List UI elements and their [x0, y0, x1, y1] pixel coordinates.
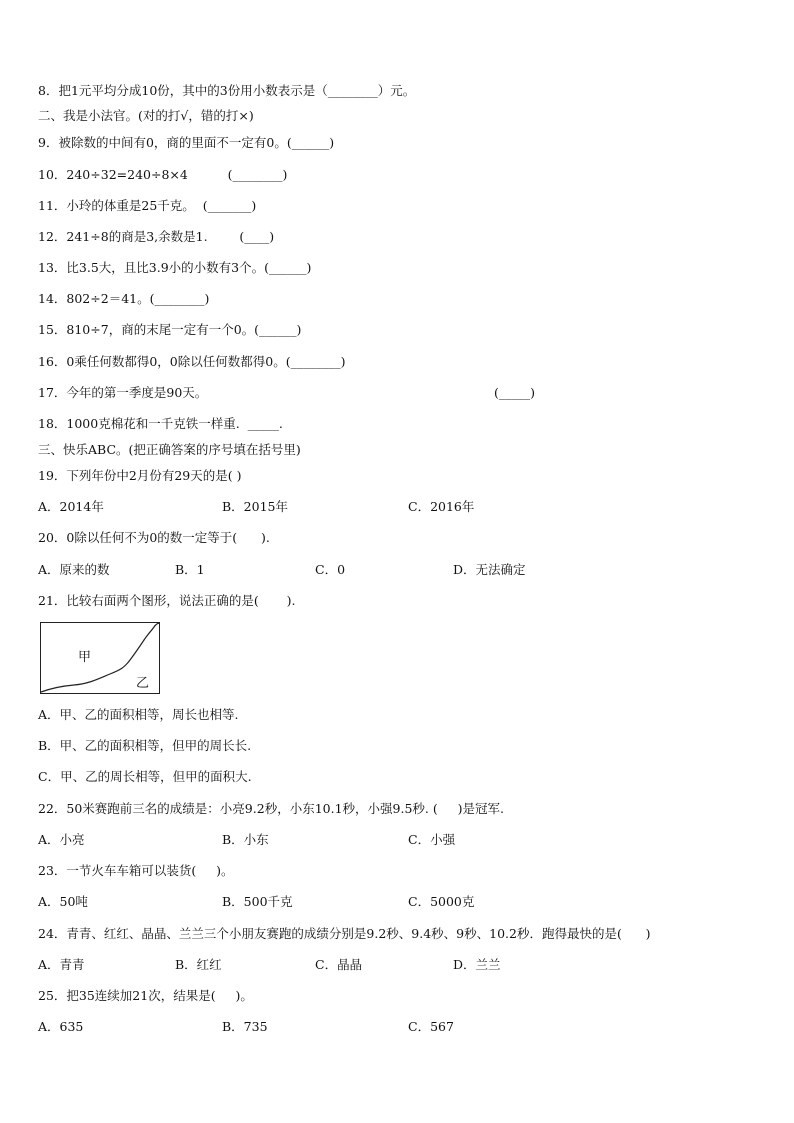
q25-option-a: A．635 [38, 1019, 84, 1034]
question-9: 9．被除数的中间有0，商的里面不一定有0。(______) [38, 135, 335, 150]
q21-option-c: C．甲、乙的周长相等，但甲的面积大. [38, 769, 252, 784]
q19-option-b: B．2015年 [222, 499, 288, 514]
question-12: 12．241÷8的商是3,余数是1. (____) [38, 229, 275, 244]
q23-option-a: A．50吨 [38, 894, 88, 909]
q24-option-c: C．晶晶 [315, 957, 363, 972]
question-8: 8．把1元平均分成10份，其中的3份用小数表示是（________）元。 [38, 83, 416, 98]
q25-option-b: B．735 [222, 1019, 268, 1034]
q19-option-c: C．2016年 [408, 499, 475, 514]
question-25: 25．把35连续加21次，结果是( )。 [38, 988, 253, 1003]
q22-option-c: C．小强 [408, 832, 456, 847]
question-17: 17．今年的第一季度是90天。 [38, 385, 208, 400]
q24-option-a: A．青青 [38, 957, 85, 972]
section-3-heading: 三、快乐ABC。(把正确答案的序号填在括号里) [38, 442, 301, 457]
q24-option-b: B．红红 [175, 957, 222, 972]
question-20: 20．0除以任何不为0的数一定等于( ). [38, 530, 270, 545]
question-19: 19．下列年份中2月份有29天的是( ) [38, 468, 242, 483]
q21-option-b: B．甲、乙的面积相等，但甲的周长长. [38, 738, 252, 753]
question-21: 21．比较右面两个图形，说法正确的是( ). [38, 593, 296, 608]
q22-option-b: B．小东 [222, 832, 269, 847]
q20-option-a: A．原来的数 [38, 562, 110, 577]
q20-option-c: C．0 [315, 562, 346, 577]
q22-option-a: A．小亮 [38, 832, 85, 847]
question-18: 18．1000克棉花和一千克铁一样重. _____. [38, 416, 283, 431]
question-10: 10．240÷32=240÷8×4 (________) [38, 167, 288, 182]
question-11: 11．小玲的体重是25千克。 (_______) [38, 198, 257, 213]
question-13: 13．比3.5大，且比3.9小的小数有3个。(______) [38, 260, 312, 275]
label-yi: 乙 [136, 676, 150, 691]
q20-option-b: B．1 [175, 562, 205, 577]
q21-shape-figure [40, 622, 161, 694]
q20-option-d: D．无法确定 [453, 562, 526, 577]
question-16: 16．0乘任何数都得0，0除以任何数都得0。(________) [38, 354, 346, 369]
section-2-heading: 二、我是小法官。(对的打√，错的打×) [38, 108, 254, 123]
q23-option-c: C．5000克 [408, 894, 475, 909]
label-jia: 甲 [78, 650, 92, 665]
question-22: 22．50米赛跑前三名的成绩是：小亮9.2秒，小东10.1秒，小强9.5秒. ( )是冠军. [38, 801, 504, 816]
question-23: 23．一节火车车箱可以装货( )。 [38, 863, 234, 878]
q19-option-a: A．2014年 [38, 499, 104, 514]
question-24: 24．青青、红红、晶晶、兰兰三个小朋友赛跑的成绩分别是9.2秒、9.4秒、9秒、10.2秒．跑得最快的是( ) [38, 926, 651, 941]
q21-option-a: A．甲、乙的面积相等，周长也相等. [38, 707, 239, 722]
question-15: 15．810÷7，商的末尾一定有一个0。(______) [38, 322, 302, 337]
question-14: 14．802÷2＝41。(________) [38, 291, 210, 306]
question-17-blank: (_____) [494, 385, 536, 400]
q23-option-b: B．500千克 [222, 894, 293, 909]
q25-option-c: C．567 [408, 1019, 454, 1034]
q24-option-d: D．兰兰 [453, 957, 501, 972]
